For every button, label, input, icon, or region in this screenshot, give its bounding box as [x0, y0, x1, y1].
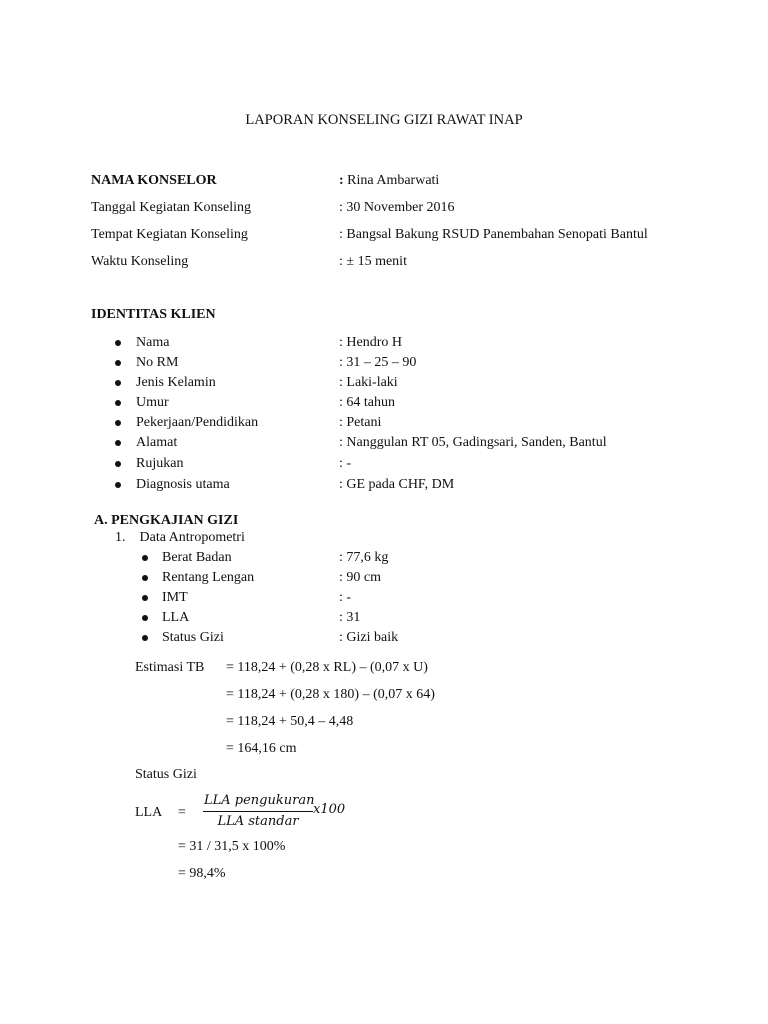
item-label: Umur	[136, 395, 169, 410]
estimasi-line-3: = 118,24 + 50,4 – 4,48	[226, 714, 354, 729]
counselor-value: : Rina Ambarwati	[339, 173, 440, 188]
identitas-heading: IDENTITAS KLIEN	[91, 307, 216, 322]
item-value: : Petani	[339, 415, 382, 430]
lla-equals: =	[178, 805, 186, 820]
bullet-icon	[115, 380, 121, 386]
bullet-icon	[142, 615, 148, 621]
bullet-icon	[142, 555, 148, 561]
item-value: : -	[339, 456, 352, 471]
estimasi-label: Estimasi TB	[135, 660, 205, 675]
bullet-icon	[115, 482, 121, 488]
bullet-icon	[142, 635, 148, 641]
status-gizi-label: Status Gizi	[135, 767, 197, 782]
item-label: Pekerjaan/Pendidikan	[136, 415, 259, 430]
item-value: : 31	[339, 610, 361, 625]
item-value: : Hendro H	[339, 335, 402, 350]
lla-multiplier: x100	[313, 802, 346, 817]
item-label: Berat Badan	[162, 550, 232, 565]
estimasi-line-2: = 118,24 + (0,28 x 180) – (0,07 x 64)	[226, 687, 435, 702]
time-label: Waktu Konseling	[91, 254, 189, 269]
item-label: Alamat	[136, 435, 178, 450]
item-value: : 90 cm	[339, 570, 381, 585]
lla-line-2: = 98,4%	[178, 866, 226, 881]
counselor-label: NAMA KONSELOR	[91, 173, 217, 188]
item-label: Jenis Kelamin	[136, 375, 216, 390]
bullet-icon	[115, 461, 121, 467]
place-value: : Bangsal Bakung RSUD Panembahan Senopati Bantul	[339, 227, 648, 242]
page-title: LAPORAN KONSELING GIZI RAWAT INAP	[245, 112, 523, 128]
item-value: : 31 – 25 – 90	[339, 355, 417, 370]
section-a-heading: A. PENGKAJIAN GIZI	[94, 513, 239, 528]
lla-denominator: LLA standar	[217, 814, 299, 829]
estimasi-line-4: = 164,16 cm	[226, 741, 297, 756]
bullet-icon	[115, 340, 121, 346]
date-value: : 30 November 2016	[339, 200, 455, 215]
item-value: : Laki-laki	[339, 375, 398, 390]
item-value: : GE pada CHF, DM	[339, 477, 455, 492]
bullet-icon	[142, 575, 148, 581]
bullet-icon	[142, 595, 148, 601]
item-label: Rentang Lengan	[162, 570, 255, 585]
bullet-icon	[115, 360, 121, 366]
bullet-icon	[115, 400, 121, 406]
item-label: IMT	[162, 590, 188, 605]
item-label: LLA	[162, 610, 190, 625]
item-value: : 77,6 kg	[339, 550, 389, 565]
estimasi-line-1: = 118,24 + (0,28 x RL) – (0,07 x U)	[226, 660, 428, 675]
place-label: Tempat Kegiatan Konseling	[91, 227, 248, 242]
bullet-icon	[115, 440, 121, 446]
lla-line-1: = 31 / 31,5 x 100%	[178, 839, 286, 854]
item-value: : 64 tahun	[339, 395, 395, 410]
item-label: No RM	[136, 355, 179, 370]
lla-label: LLA	[135, 805, 163, 820]
bullet-icon	[115, 420, 121, 426]
lla-numerator: LLA pengukuran	[204, 793, 315, 808]
item-label: Rujukan	[136, 456, 184, 471]
time-value: : ± 15 menit	[339, 254, 407, 269]
item-value: : Gizi baik	[339, 630, 399, 645]
fraction-bar	[203, 811, 313, 812]
counselor-name: Rina Ambarwati	[347, 173, 440, 188]
date-label: Tanggal Kegiatan Konseling	[91, 200, 251, 215]
item-value: : -	[339, 590, 352, 605]
subsection-1-heading: 1. Data Antropometri	[115, 530, 245, 545]
item-label: Diagnosis utama	[136, 477, 230, 492]
item-value: : Nanggulan RT 05, Gadingsari, Sanden, Bantul	[339, 435, 607, 450]
item-label: Nama	[136, 335, 170, 350]
item-label: Status Gizi	[162, 630, 224, 645]
